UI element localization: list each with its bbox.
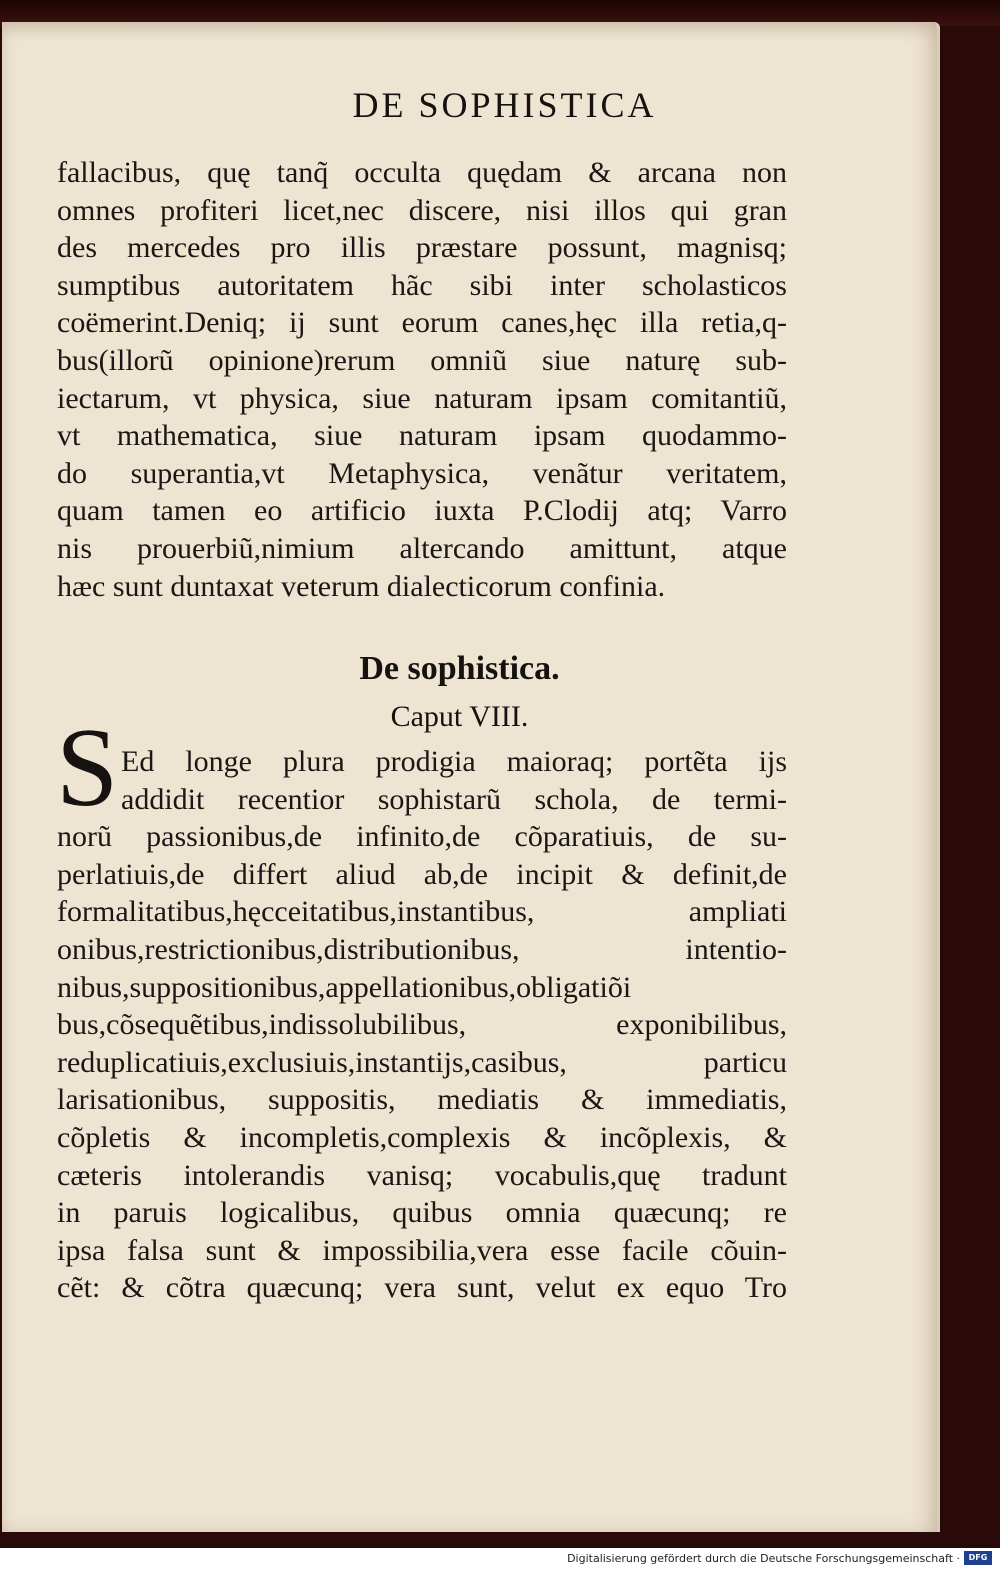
paragraph-2: [57, 743, 787, 1307]
text-line: des mercedes pro illis præstare possunt, magnisq;: [57, 231, 787, 265]
text-line: sumptibus autoritatem hãc sibi inter scholasticos: [57, 268, 787, 302]
book-page: [2, 22, 940, 1532]
text-line: reduplicatiuis,exclusiuis,instantijs,casibus, particu: [57, 1045, 787, 1079]
section-title: De sophistica.: [359, 650, 560, 687]
text-line: perlatiuis,de differt aliud ab,de incipit & definit,de: [57, 857, 787, 891]
text-line: nibus,suppositionibus,appellationibus,obligatiõi: [57, 970, 632, 1004]
text-line: cẽt: & cõtra quæcunq; vera sunt, velut ex equo Tro: [57, 1271, 787, 1305]
funding-credit: Digitalisierung gefördert durch die Deutsche Forschungsgemeinschaft ·: [567, 1552, 960, 1565]
text-line: nis prouerbiũ,nimium altercando amittunt, atque: [57, 531, 787, 565]
paragraph-1: [57, 154, 787, 605]
text-line: ipsa falsa sunt & impossibilia,vera esse facile cõuin-: [57, 1233, 787, 1267]
text-line: addidit recentior sophistarũ schola, de termi-: [121, 782, 787, 816]
text-line: in paruis logicalibus, quibus omnia quæcunq; re: [57, 1196, 787, 1230]
dfg-logo: DFG: [964, 1551, 992, 1565]
text-line: quam tamen eo artificio iuxta P.Clodij atq; Varro: [57, 494, 787, 528]
text-line: bus(illorũ opinione)rerum omniũ siue naturę sub-: [57, 343, 787, 377]
text-line: iectarum, vt physica, siue naturam ipsam comitantiũ,: [57, 381, 787, 415]
text-line: vt mathematica, siue naturam ipsam quodammo-: [57, 419, 787, 453]
text-line: do superantia,vt Metaphysica, venãtur veritatem,: [57, 456, 787, 490]
text-line: cõpletis & incompletis,complexis & incõplexis, &: [57, 1120, 787, 1154]
text-line: fallacibus, quę tanq̃ occulta quędam & arcana non: [57, 156, 787, 189]
text-line: larisationibus, suppositis, mediatis & immediatis,: [57, 1083, 787, 1117]
text-line: bus,cõsequẽtibus,indissolubilibus, exponibilibus,: [57, 1008, 787, 1042]
text-line: cæteris intolerandis vanisq; vocabulis,quę tradunt: [57, 1158, 787, 1192]
text-line: coëmerint.Deniq; ij sunt eorum canes,hęc illa retia,q-: [57, 306, 787, 340]
text-line: onibus,restrictionibus,distributionibus, intentio-: [57, 932, 787, 966]
text-line: hæc sunt duntaxat veterum dialecticorum confinia.: [57, 569, 666, 603]
running-header: DE SOPHISTICA: [352, 85, 657, 125]
text-line: formalitatibus,hęcceitatibus,instantibus, ampliati: [57, 895, 787, 929]
text-line: norũ passionibus,de infinito,de cõparatiuis, de su-: [57, 820, 787, 854]
drop-cap: S: [56, 706, 119, 830]
chapter-label: Caput VIII.: [390, 700, 529, 733]
text-line: omnes profiteri licet,nec discere, nisi illos qui gran: [57, 193, 787, 227]
text-line: Ed longe plura prodigia maioraq; portẽta ijs: [121, 745, 787, 778]
